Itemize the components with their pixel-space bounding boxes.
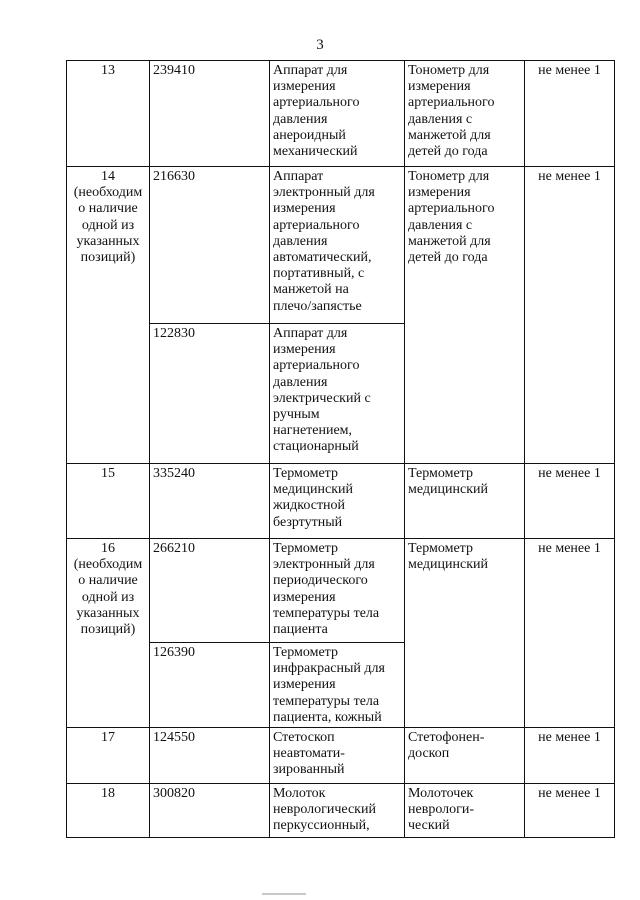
code-cell	[150, 728, 270, 784]
cell-line: Термометр	[273, 466, 338, 481]
cell-line: артериального	[408, 201, 495, 217]
cell-line: анероидный	[273, 127, 346, 143]
cell-line: ручным	[273, 407, 320, 423]
code-value: 300820	[153, 786, 195, 802]
cell-line: Термометр	[273, 645, 338, 660]
code-value: 216630	[153, 169, 195, 184]
cell-line: зированный	[273, 762, 345, 778]
device-name-cell	[270, 61, 405, 167]
cell-line: механический	[273, 144, 358, 160]
cell-line: Молоточек	[408, 786, 474, 802]
cell-line: перкуссионный,	[273, 818, 370, 834]
cell-line: Тонометр для	[408, 169, 490, 184]
code-cell	[150, 539, 270, 643]
cell-line: измерения	[273, 342, 336, 358]
device-name-cell	[270, 324, 405, 464]
row-number-cell	[67, 728, 150, 784]
cell-line: доскоп	[408, 746, 450, 762]
quantity-cell	[525, 464, 615, 539]
quantity-cell	[525, 61, 615, 167]
cell-line: Термометр	[408, 466, 473, 481]
cell-line: Стетоскоп	[273, 730, 335, 746]
cell-line: указанных	[76, 233, 140, 249]
cell-line: Аппарат для	[273, 63, 348, 78]
table-row	[67, 464, 615, 539]
quantity-value: не менее 1	[538, 466, 601, 481]
requirement-cell	[405, 61, 525, 167]
row-number-cell	[67, 61, 150, 167]
quantity-value: не менее 1	[538, 63, 601, 78]
cell-line: 18	[101, 786, 115, 802]
cell-line: температуры тела	[273, 693, 380, 709]
cell-line: пациента, кожный	[273, 709, 382, 725]
quantity-value: не менее 1	[538, 786, 601, 802]
cell-line: давления с	[408, 111, 473, 127]
cell-line: манжетой для	[408, 127, 491, 143]
cell-line: неврологический	[273, 802, 376, 818]
cell-line: автоматический,	[273, 250, 372, 266]
cell-line: нагнетением,	[273, 423, 353, 439]
cell-line: о наличие	[78, 201, 138, 217]
code-cell	[150, 167, 270, 324]
cell-line: электронный для	[273, 185, 375, 201]
device-name-cell	[270, 643, 405, 728]
code-value: 124550	[153, 730, 195, 746]
equipment-table	[66, 60, 615, 838]
cell-line: медицинский	[408, 482, 488, 498]
quantity-cell	[525, 728, 615, 784]
table-row	[67, 539, 615, 643]
cell-line: 13	[101, 63, 115, 78]
cell-line: электронный для	[273, 557, 375, 573]
row-number-cell	[67, 464, 150, 539]
cell-line: артериального	[273, 217, 360, 233]
table-row	[67, 784, 615, 838]
cell-line: артериального	[273, 358, 360, 374]
cell-line: Стетофонен-	[408, 730, 485, 746]
cell-line: Тонометр для	[408, 63, 490, 78]
cell-line: артериального	[273, 95, 360, 111]
code-cell	[150, 464, 270, 539]
cell-line: одной из	[81, 589, 135, 605]
cell-line: давления	[273, 233, 328, 249]
cell-line: артериального	[408, 95, 495, 111]
cell-line: плечо/запястье	[273, 298, 362, 314]
cell-line: безртутный	[273, 514, 343, 530]
cell-line: давления	[273, 374, 328, 390]
quantity-cell	[525, 167, 615, 464]
code-value: 266210	[153, 541, 195, 556]
quantity-value: не менее 1	[538, 169, 601, 184]
page-number: 3	[316, 37, 324, 53]
cell-line: 16	[101, 541, 115, 556]
cell-line: медицинский	[273, 482, 353, 498]
quantity-cell	[525, 784, 615, 838]
cell-line: (необходим	[73, 185, 143, 201]
cell-line: Молоток	[273, 786, 326, 802]
cell-line: жидкостной	[273, 498, 346, 514]
quantity-cell	[525, 539, 615, 728]
cell-line: электрический с	[273, 390, 371, 406]
requirement-cell	[405, 784, 525, 838]
code-value: 126390	[153, 645, 195, 660]
cell-line: измерения	[273, 589, 336, 605]
device-name-cell	[270, 784, 405, 838]
table-row	[67, 167, 615, 324]
cell-line: 15	[101, 466, 115, 481]
table-row	[67, 728, 615, 784]
row-number-cell	[67, 539, 150, 728]
cell-line: измерения	[408, 79, 471, 95]
cell-line: стационарный	[273, 439, 359, 455]
cell-line: указанных	[76, 605, 140, 621]
scan-mark	[262, 893, 306, 895]
code-cell	[150, 324, 270, 464]
code-cell	[150, 643, 270, 728]
cell-line: одной из	[81, 217, 135, 233]
cell-line: медицинский	[408, 557, 488, 573]
device-name-cell	[270, 167, 405, 324]
row-number-cell	[67, 167, 150, 464]
requirement-cell	[405, 464, 525, 539]
cell-line: измерения	[273, 677, 336, 693]
requirement-cell	[405, 539, 525, 728]
cell-line: измерения	[408, 185, 471, 201]
cell-line: неврологи-	[408, 802, 475, 818]
cell-line: инфракрасный для	[273, 661, 385, 677]
code-value: 239410	[153, 63, 195, 78]
cell-line: давления с	[408, 217, 473, 233]
cell-line: позиций)	[80, 250, 136, 266]
table-row	[67, 61, 615, 167]
cell-line: периодического	[273, 573, 368, 589]
cell-line: позиций)	[80, 622, 136, 638]
cell-line: детей до года	[408, 144, 488, 160]
cell-line: температуры тела	[273, 605, 380, 621]
cell-line: Аппарат	[273, 169, 324, 184]
cell-line: манжетой для	[408, 233, 491, 249]
quantity-value: не менее 1	[538, 730, 601, 746]
cell-line: пациента	[273, 622, 328, 638]
cell-line: Термометр	[408, 541, 473, 556]
device-name-cell	[270, 464, 405, 539]
cell-line: детей до года	[408, 250, 488, 266]
cell-line: давления	[273, 111, 328, 127]
cell-line: неавтомати-	[273, 746, 345, 762]
cell-line: (необходим	[73, 557, 143, 573]
cell-line: портативный, с	[273, 266, 365, 282]
code-cell	[150, 784, 270, 838]
cell-line: измерения	[273, 79, 336, 95]
cell-line: манжетой на	[273, 282, 349, 298]
cell-line: 17	[101, 730, 115, 746]
code-value: 335240	[153, 466, 195, 481]
requirement-cell	[405, 167, 525, 464]
device-name-cell	[270, 539, 405, 643]
requirement-cell	[405, 728, 525, 784]
code-value: 122830	[153, 326, 195, 341]
device-name-cell	[270, 728, 405, 784]
cell-line: Аппарат для	[273, 326, 348, 341]
code-cell	[150, 61, 270, 167]
quantity-value: не менее 1	[538, 541, 601, 556]
cell-line: о наличие	[78, 573, 138, 589]
cell-line: ческий	[408, 818, 450, 834]
cell-line: Термометр	[273, 541, 338, 556]
row-number-cell	[67, 784, 150, 838]
cell-line: измерения	[273, 201, 336, 217]
cell-line: 14	[101, 169, 115, 184]
